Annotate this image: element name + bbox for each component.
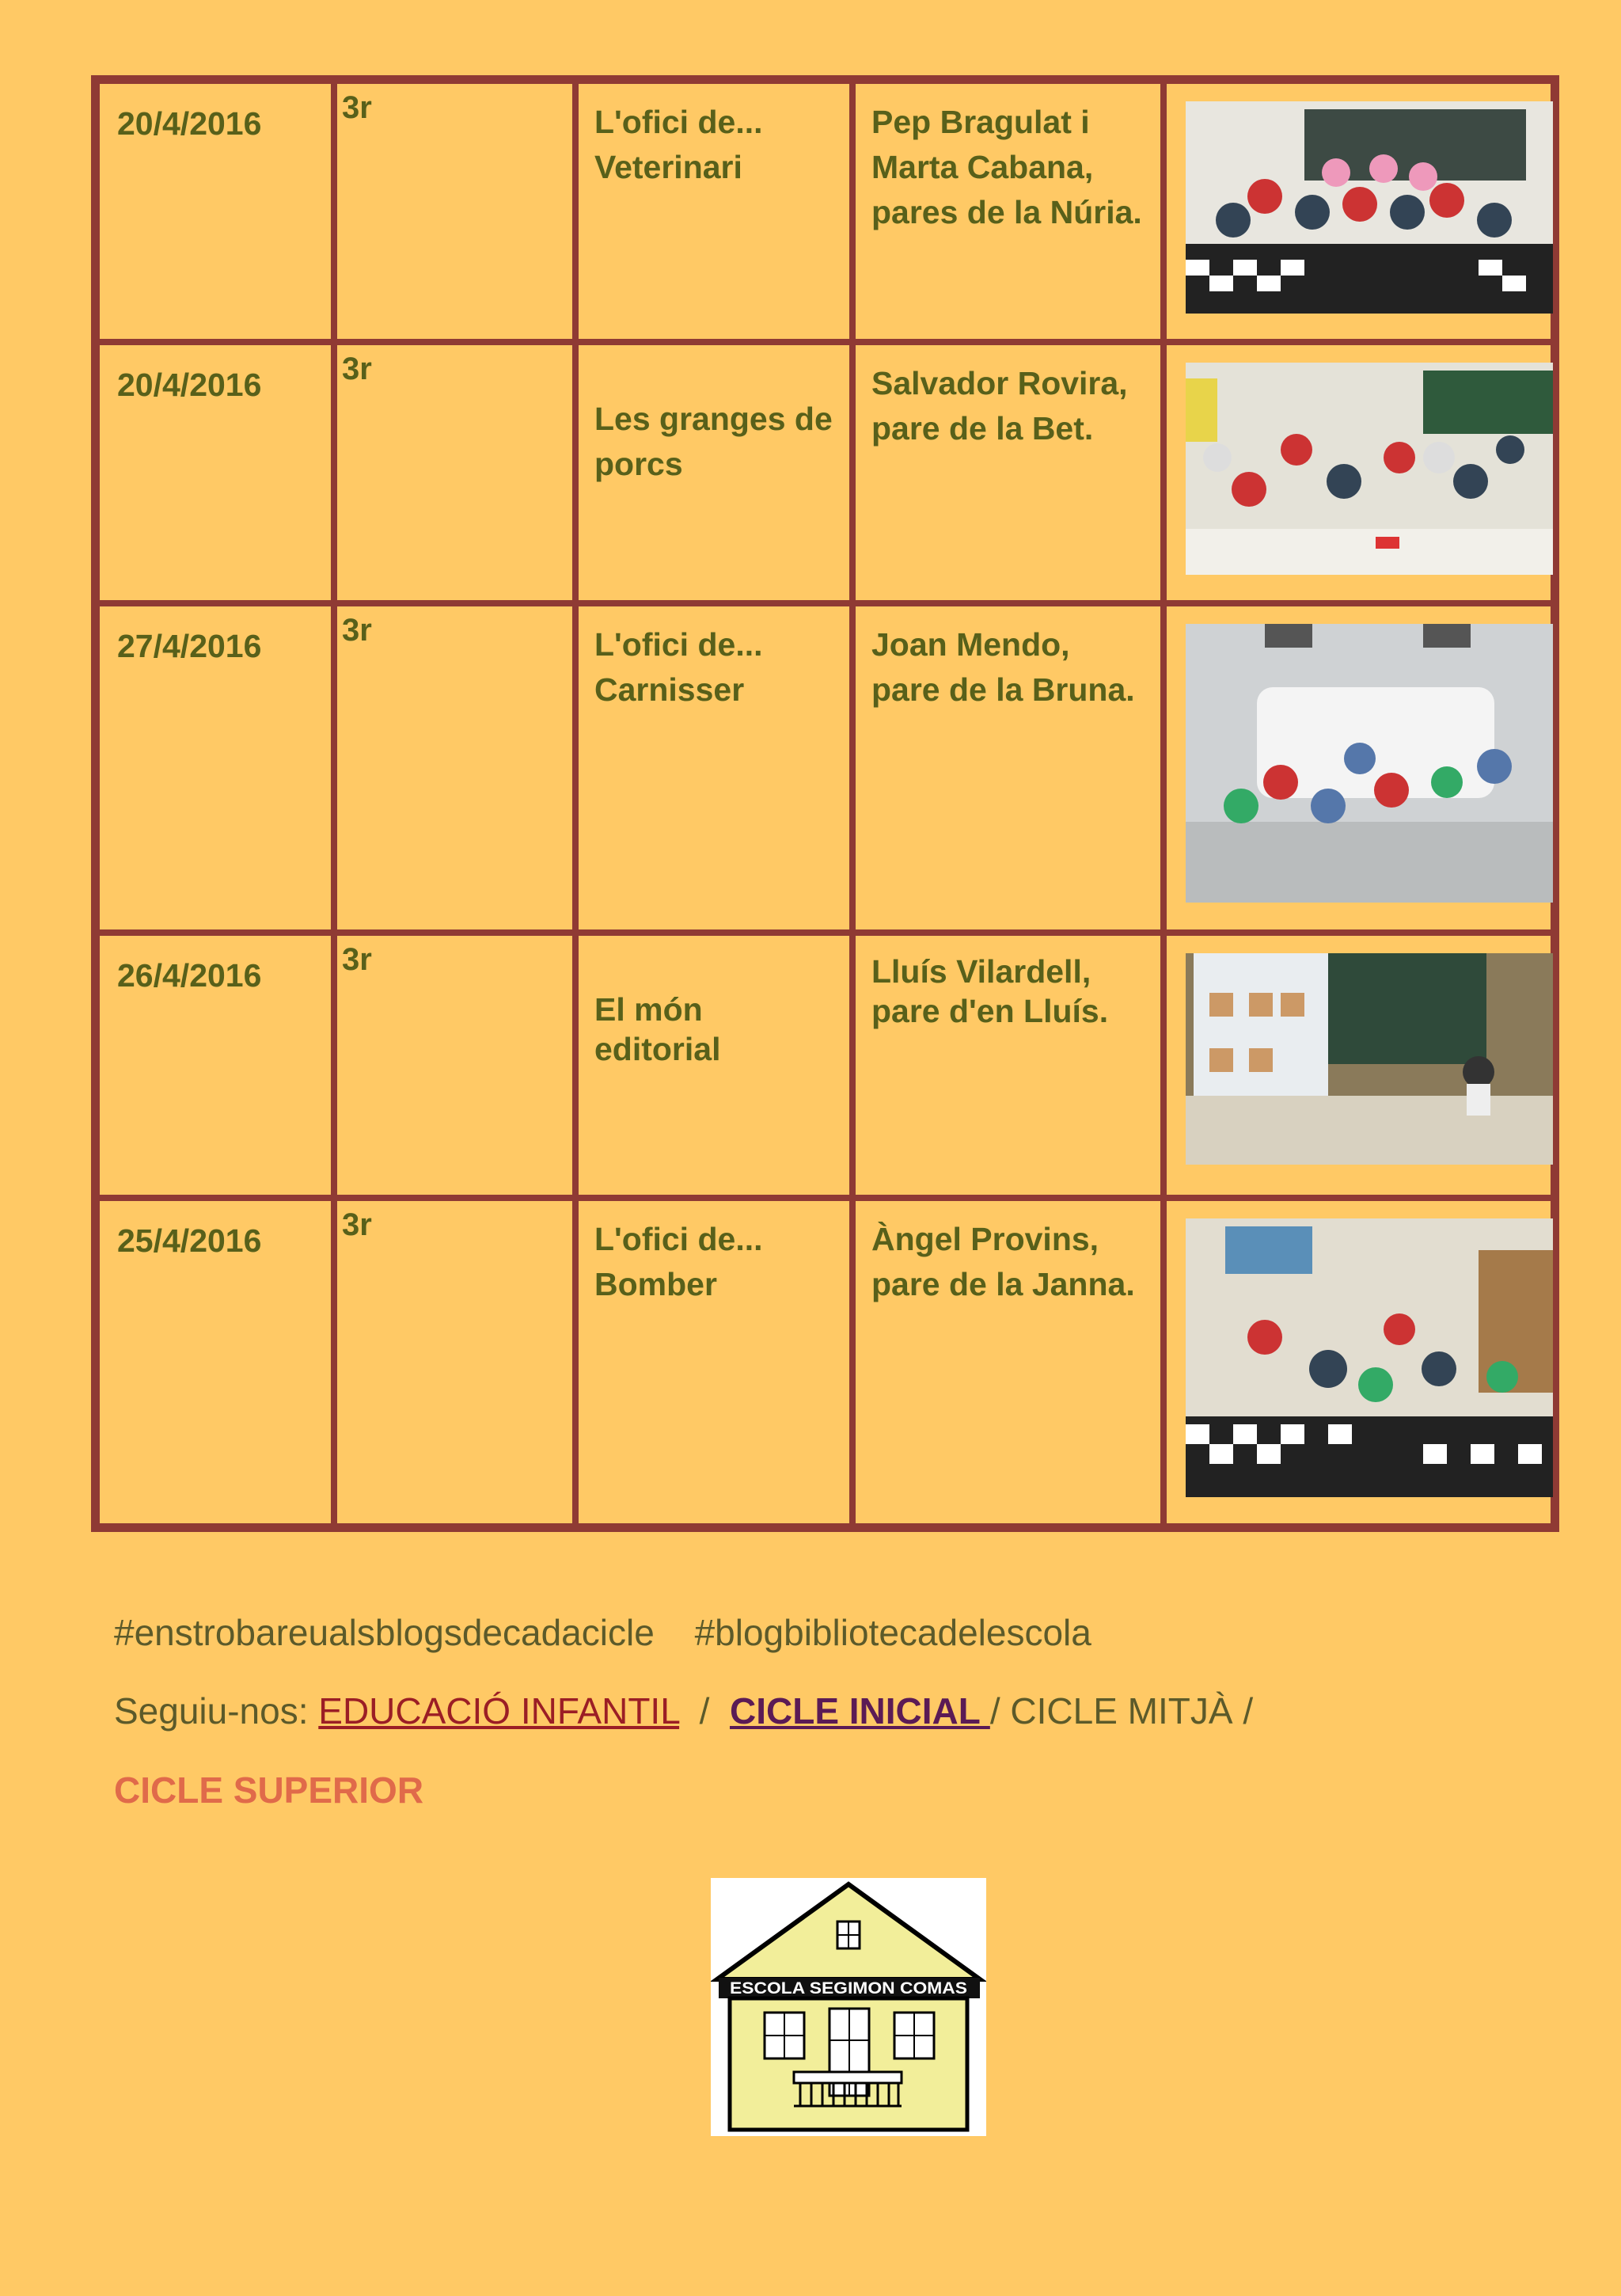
topic-cell: L'ofici de... Veterinari: [575, 81, 852, 342]
topic-cell: El món editorial: [575, 933, 852, 1198]
grade-cell: 3r: [334, 81, 575, 342]
class-photo: [1186, 953, 1553, 1165]
follow-us-line-2: [114, 1769, 423, 1811]
photo-cell: [1164, 933, 1554, 1198]
photo-cell: [1164, 603, 1554, 932]
date-cell: 20/4/2016: [97, 81, 334, 342]
date-cell: 27/4/2016: [97, 603, 334, 932]
guest-cell: Joan Mendo, pare de la Bruna.: [852, 603, 1164, 932]
grade-cell: 3r: [334, 603, 575, 932]
hashtags: [114, 1611, 1091, 1654]
topic-cell: Les granges de porcs: [575, 342, 852, 603]
guest-cell: Salvador Rovira, pare de la Bet.: [852, 342, 1164, 603]
date-cell: 26/4/2016: [97, 933, 334, 1198]
table-row: [97, 81, 1554, 342]
hashtag-cycles: #enstrobareualsblogsdecadacicle: [114, 1612, 655, 1653]
photo-cell: [1164, 342, 1554, 603]
link-educacio-infantil[interactable]: EDUCACIÓ INFANTIL: [318, 1690, 680, 1732]
link-cicle-superior[interactable]: CICLE SUPERIOR: [114, 1770, 424, 1811]
table-row: [97, 1198, 1554, 1526]
cicle-mitja-text: / CICLE MITJÀ /: [989, 1690, 1254, 1732]
topic-cell: L'ofici de... Carnisser: [575, 603, 852, 932]
logo-text: ESCOLA SEGIMON COMAS: [730, 1979, 967, 1998]
follow-us-line: [114, 1690, 1253, 1732]
table-row: [97, 933, 1554, 1198]
separator: /: [689, 1690, 720, 1732]
class-photo: [1186, 624, 1553, 903]
date-cell: 25/4/2016: [97, 1198, 334, 1526]
table-row: [97, 603, 1554, 932]
table-row: [97, 342, 1554, 603]
photo-cell: [1164, 1198, 1554, 1526]
photo-cell: [1164, 81, 1554, 342]
class-photo: [1186, 363, 1553, 575]
guest-cell: Lluís Vilardell, pare d'en Lluís.: [852, 933, 1164, 1198]
grade-cell: 3r: [334, 933, 575, 1198]
link-cicle-inicial[interactable]: CICLE INICIAL: [730, 1690, 990, 1732]
guest-cell: Àngel Provins, pare de la Janna.: [852, 1198, 1164, 1526]
grade-cell: 3r: [334, 342, 575, 603]
talks-table: [91, 75, 1559, 1532]
grade-cell: 3r: [334, 1198, 575, 1526]
hashtag-library: #blogbibliotecadelescola: [694, 1612, 1091, 1653]
guest-cell: Pep Bragulat i Marta Cabana, pares de la Núria.: [852, 81, 1164, 342]
follow-label: Seguiu-nos:: [114, 1690, 309, 1732]
class-photo: [1186, 1218, 1553, 1497]
school-logo: [711, 1878, 986, 2136]
date-cell: 20/4/2016: [97, 342, 334, 603]
class-photo: [1186, 101, 1553, 314]
topic-cell: L'ofici de... Bomber: [575, 1198, 852, 1526]
